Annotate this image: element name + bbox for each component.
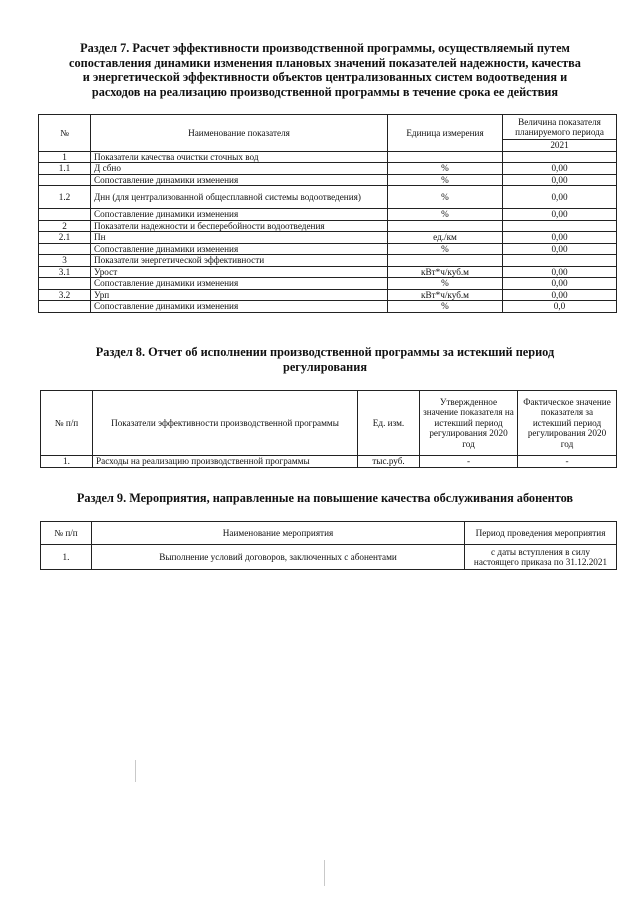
row-name: Урост [91, 266, 388, 278]
table-row [41, 545, 617, 570]
row-name: Сопоставление динамики изменения [91, 209, 388, 221]
row-num: 2 [39, 220, 91, 232]
row-name: Показатели надежности и бесперебойности водоотведения [91, 220, 388, 232]
row-value: 0,00 [503, 278, 617, 290]
row-approved: - [420, 456, 518, 468]
row-unit: % [388, 163, 503, 175]
section7-title-line: и энергетической эффективности объектов централизованных систем водоотведения и [82, 70, 568, 84]
row-num [39, 243, 91, 255]
row-num [39, 278, 91, 290]
table-row [39, 278, 617, 290]
row-name: Сопоставление динамики изменения [91, 243, 388, 255]
row-value: 0,00 [503, 209, 617, 221]
row-value: 0,00 [503, 289, 617, 301]
row-name: Сопоставление динамики изменения [91, 278, 388, 290]
row-value [503, 220, 617, 232]
col-num-header: № [39, 115, 91, 152]
row-unit: % [388, 186, 503, 209]
row-name: Выполнение условий договоров, заключенных с абонентами [92, 545, 465, 570]
table-row [39, 209, 617, 221]
row-num: 2.1 [39, 232, 91, 244]
row-value: 0,0 [503, 301, 617, 313]
row-name: Сопоставление динамики изменения [91, 301, 388, 313]
row-name: Расходы на реализацию производственной программы [93, 456, 358, 468]
col-name-header: Наименование мероприятия [92, 522, 465, 545]
section7-table [38, 114, 617, 313]
scan-mark [135, 760, 136, 782]
row-num: 3.1 [39, 266, 91, 278]
row-name: Днн (для централизованной общесплавной системы водоотведения) [91, 186, 388, 209]
row-name: Д сбно [91, 163, 388, 175]
row-name: Показатели качества очистки сточных вод [91, 151, 388, 163]
section7-title-line: расходов на реализацию производственной программы в течение срока ее действия [91, 84, 559, 99]
row-name: Урп [91, 289, 388, 301]
row-unit [388, 151, 503, 163]
section9-table [40, 521, 617, 570]
section7-title-line: Раздел 7. Расчет эффективности производственной программы, осуществляемый путем [80, 41, 570, 55]
row-num: 1. [41, 456, 93, 468]
col-value-header: Величина показателя планируемого периода [503, 115, 617, 140]
col-name-header: Наименование показателя [91, 115, 388, 152]
table-row [39, 151, 617, 163]
row-unit: тыс.руб. [358, 456, 420, 468]
table-row [39, 163, 617, 175]
row-unit: % [388, 301, 503, 313]
scan-mark [324, 860, 325, 886]
row-name: Пн [91, 232, 388, 244]
table-row [39, 289, 617, 301]
section7-title [40, 41, 610, 99]
row-value: 0,00 [503, 186, 617, 209]
row-num [39, 209, 91, 221]
row-unit [388, 255, 503, 267]
row-unit: ед./км [388, 232, 503, 244]
table-row [39, 266, 617, 278]
row-unit: % [388, 174, 503, 186]
row-num: 3.2 [39, 289, 91, 301]
row-value: 0,00 [503, 232, 617, 244]
col-num-header: № п/п [41, 391, 93, 456]
row-value: 0,00 [503, 243, 617, 255]
col-unit-header: Ед. изм. [358, 391, 420, 456]
table-row [39, 174, 617, 186]
row-actual: - [518, 456, 617, 468]
row-num: 1. [41, 545, 92, 570]
row-value [503, 151, 617, 163]
col-unit-header: Единица измерения [388, 115, 503, 152]
row-value: 0,00 [503, 163, 617, 175]
table-row [39, 301, 617, 313]
row-value: 0,00 [503, 174, 617, 186]
row-unit: % [388, 278, 503, 290]
row-value: 0,00 [503, 266, 617, 278]
col-actual-header: Фактическое значение показателя за истекший период регулирования 2020 год [518, 391, 617, 456]
row-period: с даты вступления в силу настоящего приказа по 31.12.2021 [465, 545, 617, 570]
section8-title-line: Раздел 8. Отчет об исполнении производственной программы за истекший период [95, 345, 555, 359]
section8-table [40, 390, 617, 468]
row-num: 1.2 [39, 186, 91, 209]
row-num [39, 301, 91, 313]
col-num-header: № п/п [41, 522, 92, 545]
row-value [503, 255, 617, 267]
col-period-header: Период проведения мероприятия [465, 522, 617, 545]
row-num: 3 [39, 255, 91, 267]
section9-title: Раздел 9. Мероприятия, направленные на повышение качества обслуживания абонентов [76, 491, 574, 505]
table-row [39, 232, 617, 244]
row-unit: % [388, 209, 503, 221]
table-row [39, 243, 617, 255]
table-row [39, 186, 617, 209]
section7-title-line: сопоставления динамики изменения плановых значений показателей надежности, качества [69, 55, 581, 70]
row-unit: кВт*ч/куб.м [388, 289, 503, 301]
table-row [39, 220, 617, 232]
row-name: Показатели энергетической эффективности [91, 255, 388, 267]
table-row [41, 456, 617, 468]
col-year-header: 2021 [503, 140, 617, 152]
row-unit [388, 220, 503, 232]
table-row [39, 255, 617, 267]
row-num: 1.1 [39, 163, 91, 175]
section8-title-line: регулирования [282, 359, 367, 374]
row-unit: % [388, 243, 503, 255]
section8-title [40, 345, 610, 374]
row-num: 1 [39, 151, 91, 163]
row-num [39, 174, 91, 186]
row-name: Сопоставление динамики изменения [91, 174, 388, 186]
row-unit: кВт*ч/куб.м [388, 266, 503, 278]
col-name-header: Показатели эффективности производственной программы [93, 391, 358, 456]
col-approved-header: Утвержденное значение показателя на истекший период регулирования 2020 год [420, 391, 518, 456]
